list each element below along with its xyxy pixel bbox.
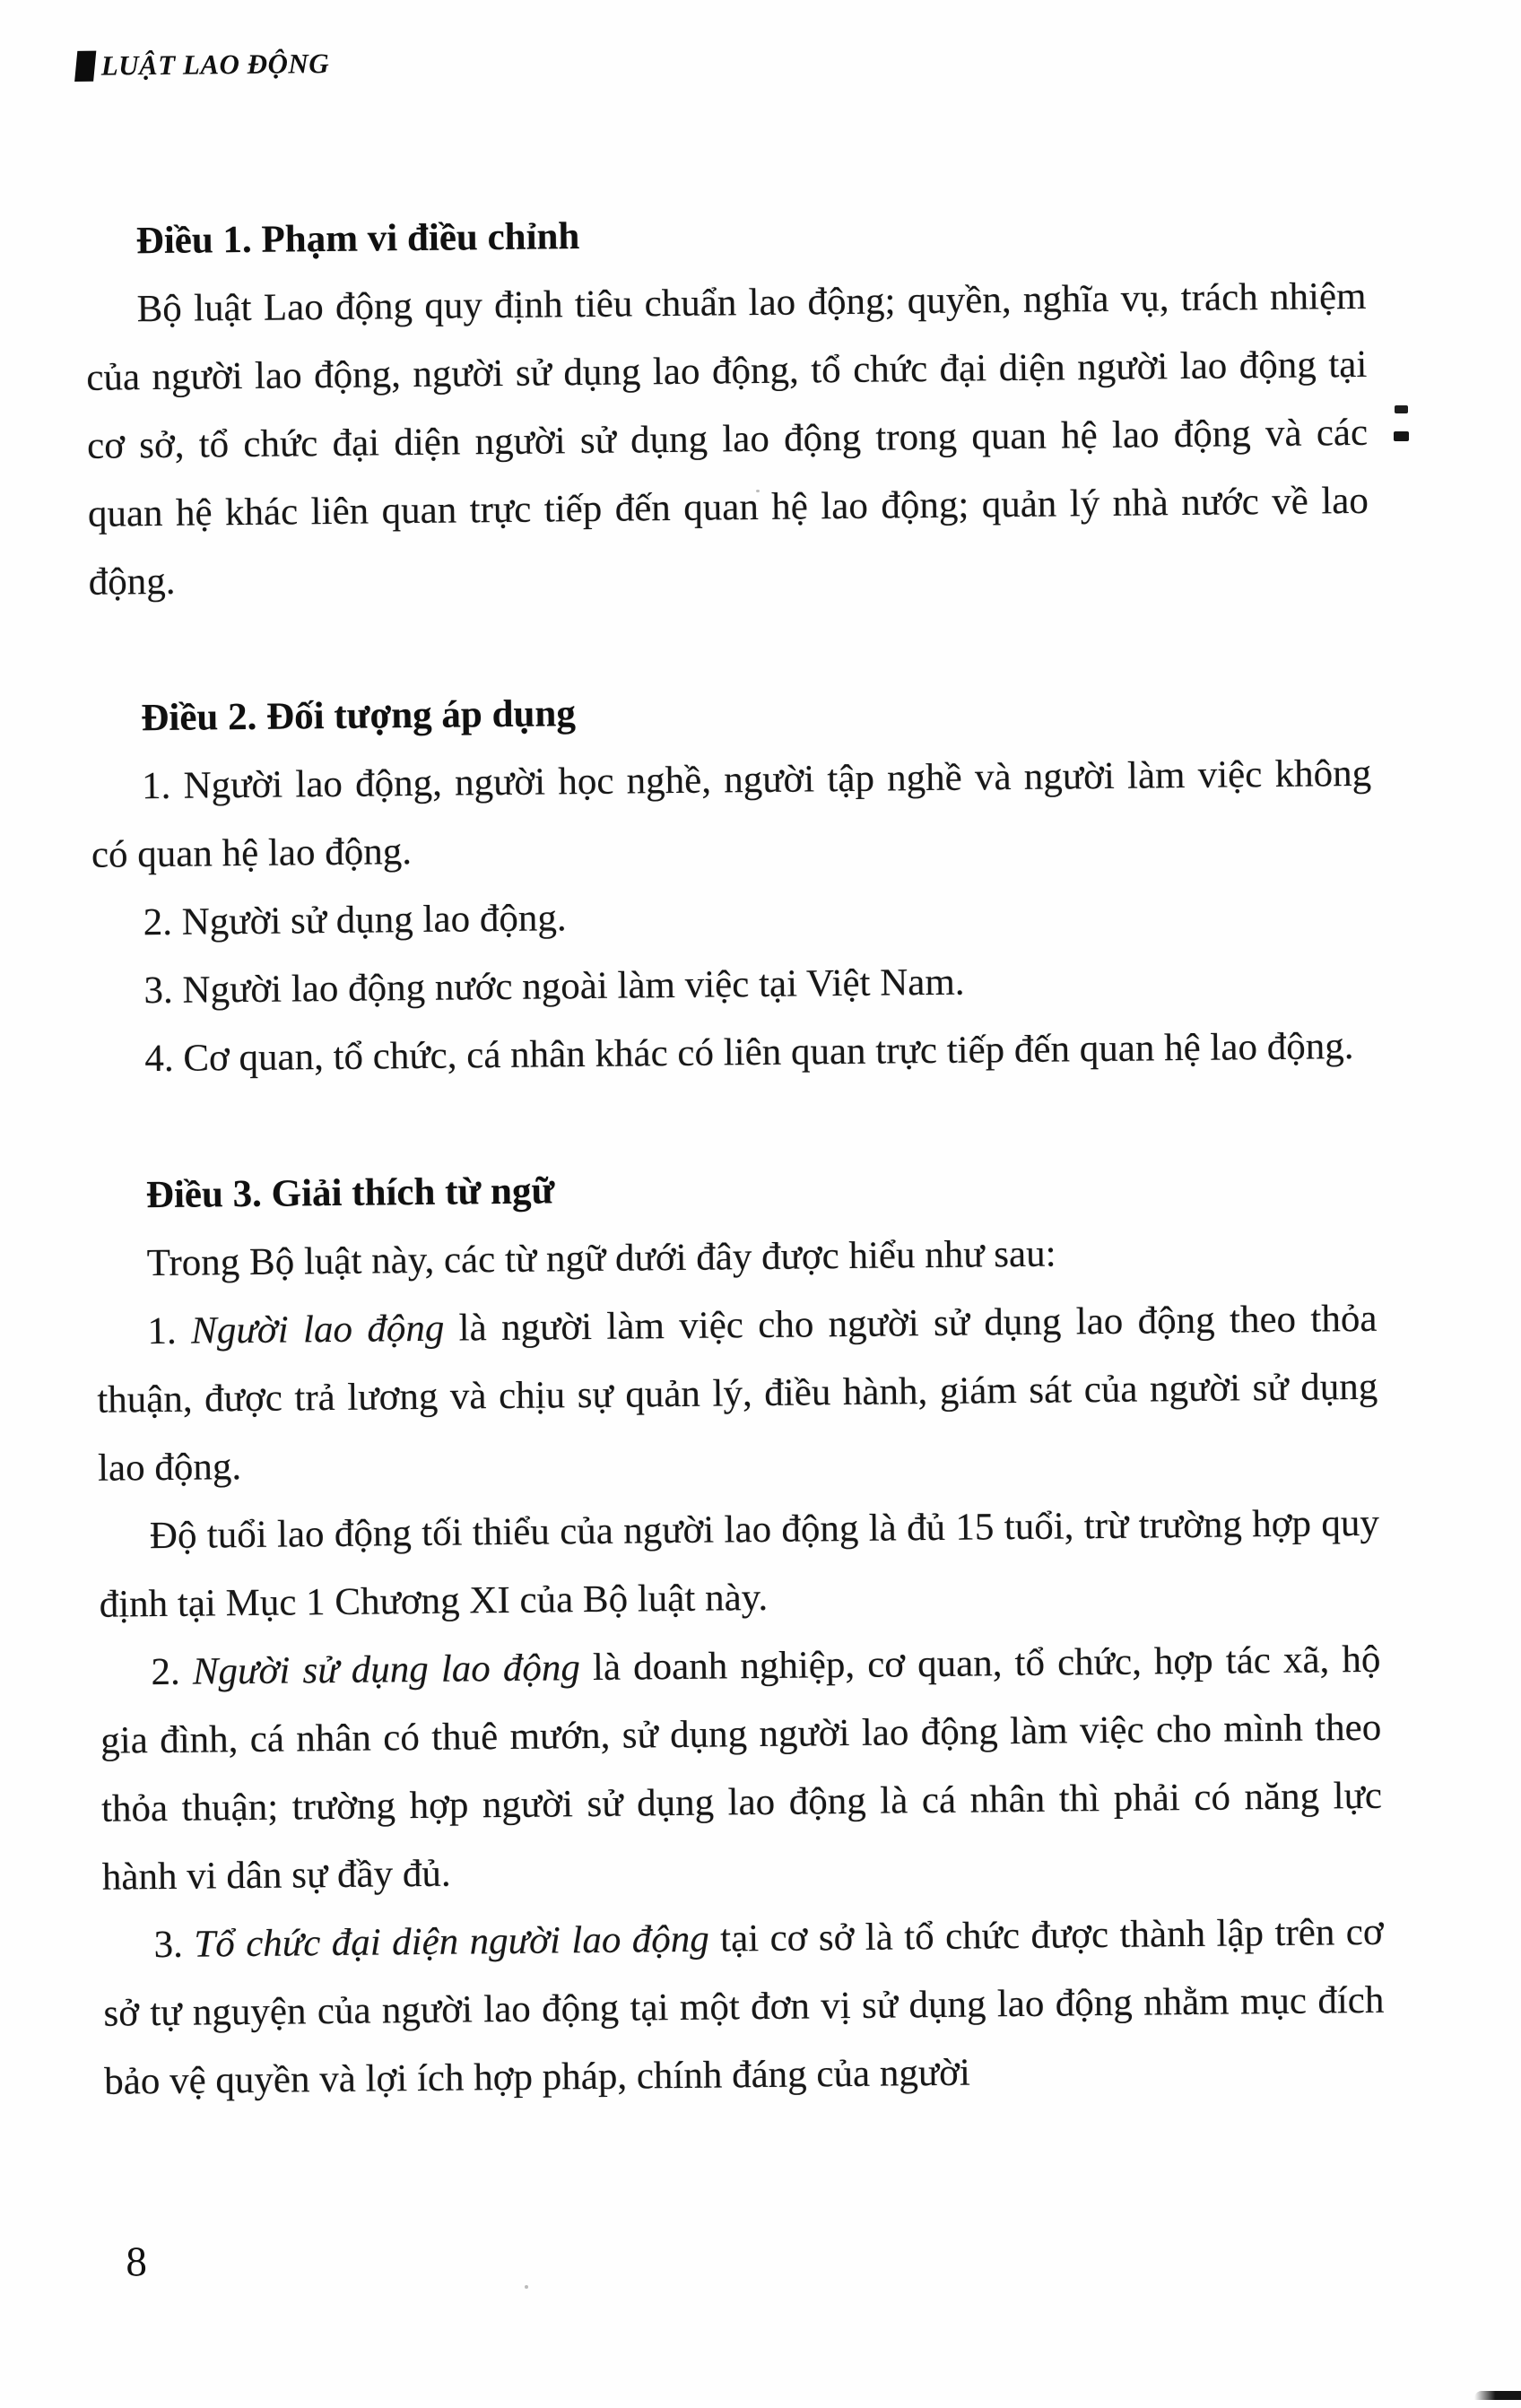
paragraph — [85, 263, 1369, 617]
paragraph — [91, 740, 1373, 890]
paragraph — [93, 1013, 1375, 1094]
text-run: là doanh nghiệp, cơ quan, tổ chức, hợp tác xã, hộ gia đình, cá nhân có thuê mướn, sử dụng người lao động làm việc cho mình theo thỏa thuận; trường hợp người sử dụng lao động là cá nhân thì phải có năng lực hành vi dân sự đầy đủ. — [100, 1638, 1383, 1899]
text-run: 3. Người lao động nước ngoài làm việc tại Việt Nam. — [143, 961, 965, 1013]
article — [95, 1149, 1386, 2117]
text-run: 1. Người lao động, người học nghề, người tập nghề và người làm việc không có quan hệ lao động. — [91, 752, 1372, 876]
text-run: Bộ luật Lao động quy định tiêu chuẩn lao động; quyền, nghĩa vụ, trách nhiệm của người lao động, người sử dụng lao động, tổ chức đại diện người lao động tại cơ sở, tổ chức đại diện người sử dụng lao động trong quan hệ lao động và các quan hệ khác liên quan trực tiếp đến quan hệ lao động; quản lý nhà nước về lao động. — [86, 274, 1369, 604]
article — [84, 195, 1369, 617]
paragraph — [96, 1285, 1378, 1503]
paragraph — [102, 1899, 1385, 2117]
article-heading: Điều 3. Giải thích từ ngữ — [145, 1169, 555, 1217]
page-number: 8 — [126, 2238, 148, 2286]
defined-term: Tổ chức đại diện người lao động — [194, 1917, 709, 1966]
article-heading: Điều 2. Đối tượng áp dụng — [141, 692, 577, 740]
text-run: 4. Cơ quan, tổ chức, cá nhân khác có liên quan trực tiếp đến quan hệ lao động. — [144, 1025, 1354, 1081]
defined-term: Người sử dụng lao động — [192, 1647, 581, 1693]
text-run: Độ tuổi lao động tối thiểu của người lao động là đủ 15 tuổi, trừ trường hợp quy định tại Mục 1 Chương XI của Bộ luật này. — [99, 1501, 1380, 1626]
articles — [84, 195, 1385, 2117]
running-header-title: LUẬT LAO ĐỘNG — [100, 47, 330, 82]
scan-artifact-speck — [525, 2285, 528, 2289]
text-run: 3. — [153, 1923, 195, 1967]
running-header — [76, 48, 330, 83]
text-run: tại cơ sở là tổ chức được thành lập trên cơ sở tự nguyện của người lao động tại một đơn vị sử dụng lao động nhằm mục đích bảo vệ quyền và lợi ích hợp pháp, chính đáng của người — [103, 1910, 1385, 2103]
text-run: 2. Người sử dụng lao động. — [143, 897, 567, 944]
scan-artifact-tick — [1394, 431, 1409, 441]
paragraph — [98, 1490, 1380, 1639]
scan-artifact-speck — [756, 490, 760, 492]
text-run: là người làm việc cho người sử dụng lao động theo thỏa thuận, được trả lương và chịu sự quản lý, điều hành, giám sát của người sử dụng lao động. — [97, 1297, 1378, 1490]
text-run: 2. — [151, 1650, 194, 1694]
square-bullet-icon — [74, 51, 96, 82]
scan-artifact-tick — [1395, 405, 1408, 413]
text-run: 1. — [147, 1309, 192, 1353]
scan-artifact-corner-smudge — [1474, 2391, 1521, 2400]
article-heading: Điều 1. Phạm vi điều chỉnh — [135, 215, 580, 263]
defined-term: Người lao động — [190, 1307, 445, 1352]
paragraph — [100, 1626, 1383, 1912]
text-run: Trong Bộ luật này, các từ ngữ dưới đây được hiểu như sau: — [146, 1232, 1056, 1285]
article — [90, 672, 1375, 1094]
